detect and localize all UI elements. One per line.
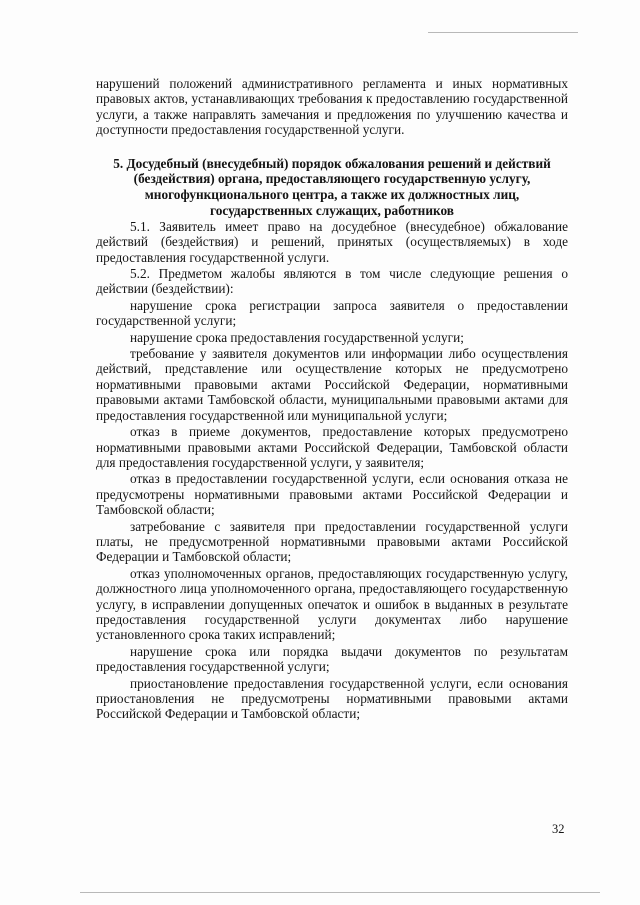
paragraph: отказ уполномоченных органов, предоставляющих государственную услугу, должностного лица уполномоченного органа, предоставляющего государственную услугу, в исправлении допущенных опечаток и ошибок в выданных в результате предоставления государственной услуги документах либо нарушение установленного срока таких исправлений;: [96, 565, 568, 643]
paragraph: нарушение срока предоставления государственной услуги;: [130, 329, 464, 345]
paragraph: требование у заявителя документов или информации либо осуществления действий, представление или осуществление которых не предусмотрено нормативными правовыми актами Российской Федерации, нормативными правовыми актами Тамбовской области, муниципальными правовыми актами для предоставления государственной или муниципальной услуги;: [96, 346, 568, 423]
scan-artifact-top: [428, 32, 578, 33]
section-title: 5. Досудебный (внесудебный) порядок обжалования решений и действий (бездействия) органа, предоставляющего государственную услугу, многофункционального центра, а также их должностных лиц, государственных служащих, работников: [113, 155, 551, 219]
paragraph: 5.2. Предметом жалобы являются в том числе следующие решения о действии (бездействии):: [96, 266, 568, 297]
paragraph: нарушение срока или порядка выдачи документов по результатам предоставления государственной услуги;: [96, 643, 568, 675]
paragraph: отказ в приеме документов, предоставление которых предусмотрено нормативными правовыми актами Российской Федерации, Тамбовской области для предоставления государственной услуги, у заявителя;: [96, 424, 568, 470]
paragraph: отказ в предоставлении государственной услуги, если основания отказа не предусмотрены нормативными правовыми актами Российской Федерации и Тамбовской области;: [96, 471, 568, 518]
paragraph: 5.1. Заявитель имеет право на досудебное (внесудебное) обжалование действий (бездействия) и решений, принятых (осуществляемых) в ходе предоставления государственной услуги.: [96, 218, 568, 265]
paragraph: приостановление предоставления государственной услуги, если основания приостановления не предусмотрены нормативными правовыми актами Российской Федерации и Тамбовской области;: [96, 675, 568, 722]
page-number: 32: [552, 822, 565, 836]
scan-artifact-bottom: [80, 892, 600, 893]
paragraph: затребование с заявителя при предоставлении государственной услуги платы, не предусмотренной нормативными правовыми актами Российской Федерации и Тамбовской области;: [96, 518, 568, 565]
document-body: [96, 76, 568, 723]
paragraph: нарушение срока регистрации запроса заявителя о предоставлении государственной услуги;: [96, 297, 568, 329]
intro-paragraph: нарушений положений административного регламента и иных нормативных правовых актов, устанавливающих требования к предоставлению государственной услуги, а также направлять замечания и предложения по улучшению качества и доступности предоставления государственной услуги.: [96, 76, 568, 138]
